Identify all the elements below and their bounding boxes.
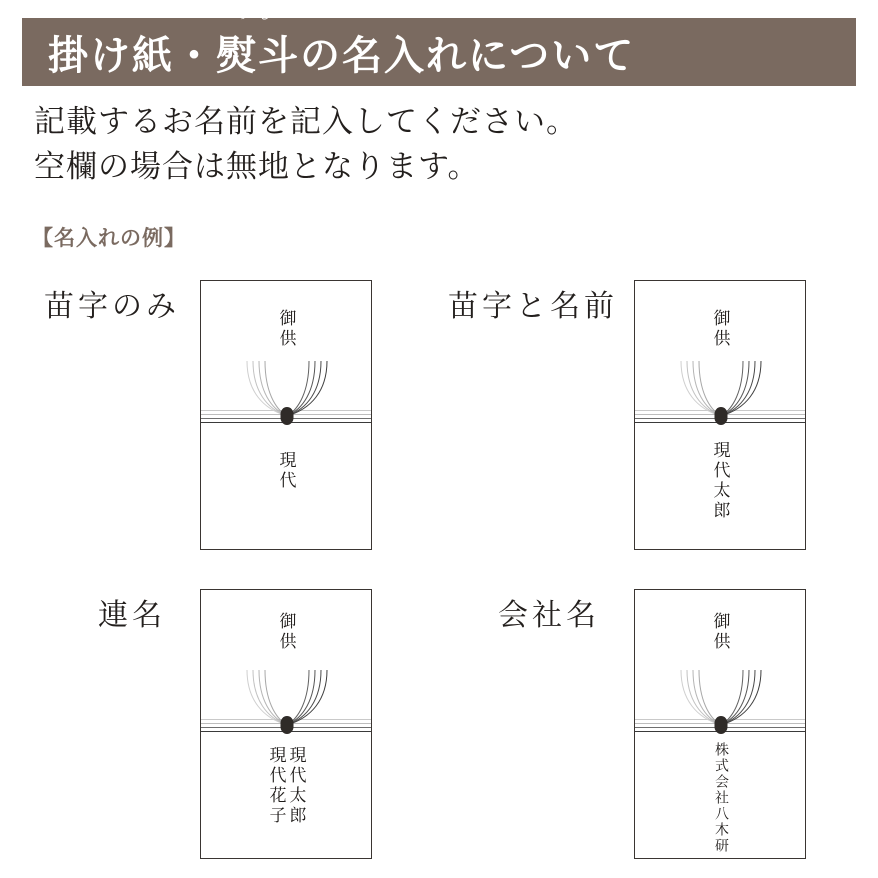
noshi-name-3a: 現代太郎: [286, 746, 306, 826]
noshi-name-2: 現代太郎: [710, 441, 730, 521]
sample-caption-2: 苗字と名前: [448, 290, 618, 323]
sample-caption-4: 会社名: [498, 599, 600, 632]
lead-line-1: 記載するお名前を記入してください。: [34, 104, 578, 139]
noshi-title-4: 御供: [710, 612, 730, 652]
sample-caption-3: 連名: [98, 599, 166, 632]
noshi-name-group-3: [268, 746, 305, 826]
page-title-part1: 掛け紙・: [48, 32, 216, 78]
noshi-title-2: 御供: [710, 309, 730, 349]
noshi-image-4: [634, 589, 806, 859]
noshi-image-2: [634, 280, 806, 550]
mizuhiki-knot-4: [715, 716, 728, 734]
mizuhiki-knot-2: [715, 407, 728, 425]
page-title: [48, 6, 636, 81]
page-title-ruby: のし: [234, 6, 281, 22]
noshi-name-4: 株式会社八木研: [713, 742, 728, 854]
noshi-image-1: [200, 280, 372, 550]
examples-heading: 【名入れの例】: [32, 226, 186, 250]
sample-caption-1: 苗字のみ: [44, 290, 180, 323]
page-title-ruby-group: [216, 6, 300, 81]
lead-line-2: 空欄の場合は無地となります。: [34, 148, 480, 184]
page-title-part2: の名入れについて: [300, 32, 636, 78]
page-header: [22, 6, 856, 86]
mizuhiki-knot-1: [281, 407, 294, 425]
noshi-name-1: 現代: [276, 451, 296, 491]
mizuhiki-knot-3: [281, 716, 294, 734]
noshi-image-3: [200, 589, 372, 859]
noshi-title-1: 御供: [276, 309, 296, 349]
page-title-ruby-base: 熨斗: [216, 32, 300, 78]
noshi-name-3b: 現代花子: [266, 746, 286, 826]
lead-paragraph: [34, 100, 854, 190]
noshi-title-3: 御供: [276, 612, 296, 652]
